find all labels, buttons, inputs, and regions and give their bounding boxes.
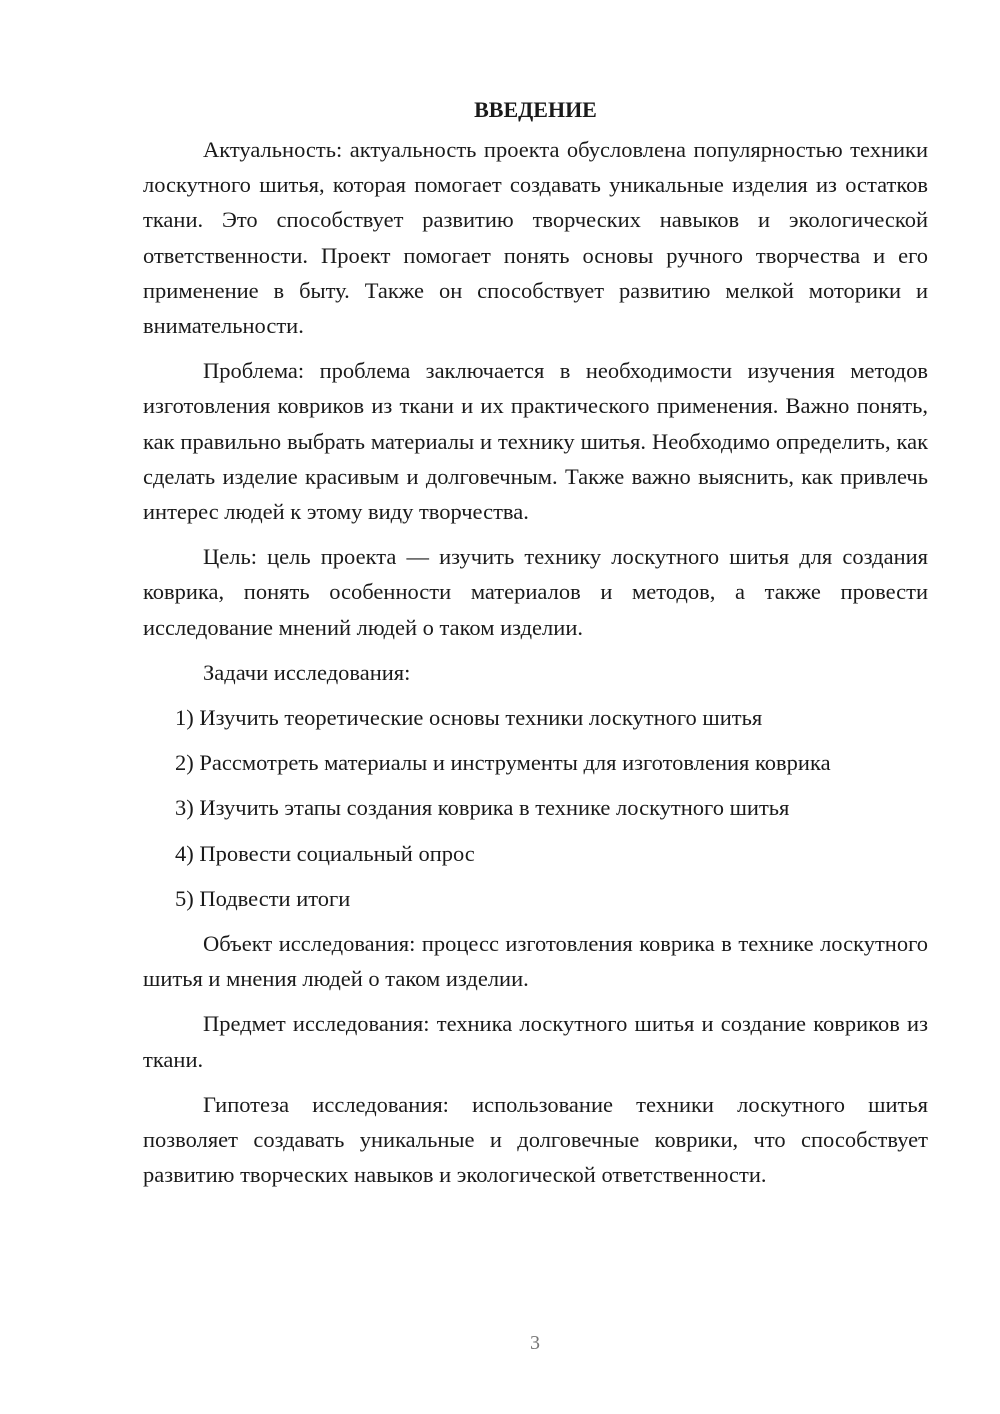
paragraph-problem: Проблема: проблема заключается в необходимости изучения методов изготовления ковриков из ткани и их практического применения. Важно понять, как правильно выбрать материалы и технику шитья. Необходимо определить, как сделать изделие красивым и долговечным. Также важно выяснить, как привлечь интерес людей к этому виду творчества.: [143, 358, 928, 525]
tasks-heading: Задачи исследования:: [203, 659, 411, 685]
paragraph-object: Объект исследования: процесс изготовления коврика в технике лоскутного шитья и мнения людей о таком изделии.: [143, 931, 928, 992]
page-number: 3: [530, 1332, 540, 1354]
tasks-list: [143, 700, 928, 916]
task-item: 4) Провести социальный опрос: [175, 840, 475, 866]
paragraph-relevance: Актуальность: актуальность проекта обусловлена популярностью техники лоскутного шитья, которая помогает создавать уникальные изделия из остатков ткани. Это способствует развитию творческих навыков и экологической ответственности. Проект помогает понять основы ручного творчества и его применение в быту. Также он способствует развитию мелкой моторики и внимательности.: [143, 137, 928, 339]
task-item: 5) Подвести итоги: [175, 885, 351, 911]
paragraph-hypothesis: Гипотеза исследования: использование техники лоскутного шитья позволяет создавать уникальные и долговечные коврики, что способствует развитию творческих навыков и экологической ответственности.: [143, 1091, 928, 1188]
task-item: 1) Изучить теоретические основы техники лоскутного шитья: [175, 705, 763, 731]
task-item: 2) Рассмотреть материалы и инструменты для изготовления коврика: [175, 750, 831, 776]
page-content: [143, 92, 928, 1202]
section-title: ВВЕДЕНИЕ: [474, 97, 597, 122]
paragraph-goal: Цель: цель проекта — изучить технику лоскутного шитья для создания коврика, понять особенности материалов и методов, а также провести исследование мнений людей о таком изделии.: [143, 544, 928, 640]
paragraph-subject: Предмет исследования: техника лоскутного шитья и создание ковриков из ткани.: [143, 1011, 928, 1072]
task-item: 3) Изучить этапы создания коврика в технике лоскутного шитья: [175, 795, 790, 821]
